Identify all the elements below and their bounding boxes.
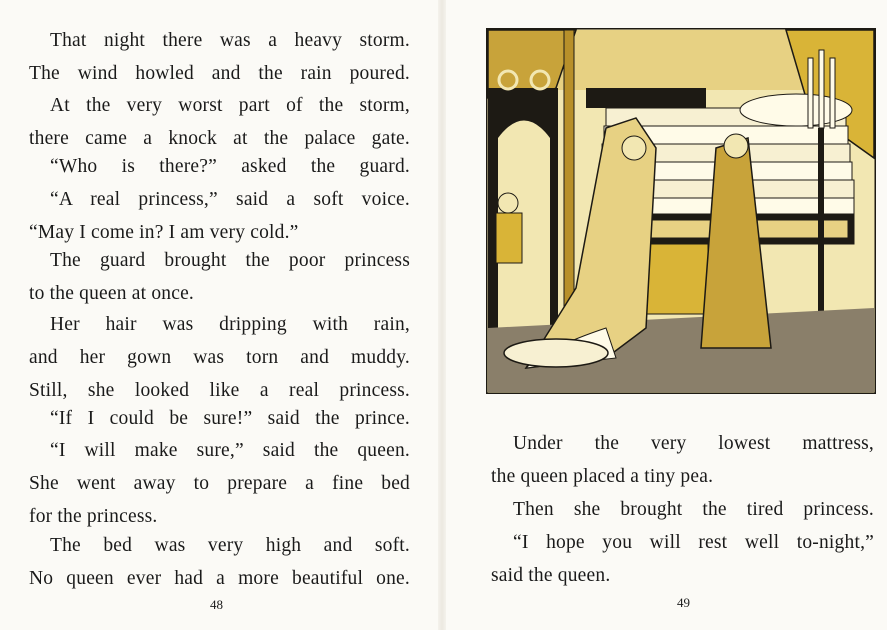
text-line: to the queen at once. bbox=[29, 283, 195, 304]
text-line: Under the very lowest mattress, bbox=[513, 433, 874, 454]
text-line: She went away to prepare a fine bed bbox=[29, 473, 410, 494]
paragraph bbox=[491, 493, 874, 526]
paragraph bbox=[29, 402, 410, 435]
text-line: Her hair was dripping with rain, bbox=[50, 314, 410, 335]
text-line: “If I could be sure!” said the prince. bbox=[50, 408, 410, 429]
paragraph bbox=[29, 244, 410, 310]
text-line: “A real princess,” said a soft voice. bbox=[50, 189, 410, 210]
text-line: the queen placed a tiny pea. bbox=[491, 466, 714, 487]
paragraph bbox=[29, 308, 410, 407]
paragraph bbox=[29, 529, 410, 595]
text-line: The bed was very high and soft. bbox=[50, 535, 410, 556]
text-line: Still, she looked like a real princess. bbox=[29, 380, 410, 401]
paragraph bbox=[29, 183, 410, 249]
text-line: No queen ever had a more beautiful one. bbox=[29, 568, 410, 589]
text-line: and her gown was torn and muddy. bbox=[29, 347, 410, 368]
paragraph bbox=[29, 150, 410, 183]
text-line: “I hope you will rest well to-night,” bbox=[513, 532, 874, 553]
paragraph bbox=[29, 89, 410, 155]
text-line: there came a knock at the palace gate. bbox=[29, 128, 410, 149]
text-line: “May I come in? I am very cold.” bbox=[29, 222, 299, 243]
queen-and-princess-illustration bbox=[486, 28, 876, 394]
text-line: “Who is there?” asked the guard. bbox=[50, 156, 410, 177]
left-page bbox=[0, 0, 440, 630]
text-line: for the princess. bbox=[29, 506, 158, 527]
paragraph bbox=[491, 427, 874, 493]
text-line: That night there was a heavy storm. bbox=[50, 30, 410, 51]
paragraph bbox=[491, 526, 874, 592]
text-line: said the queen. bbox=[491, 565, 611, 586]
page-number: 48 bbox=[210, 597, 223, 612]
page-number: 49 bbox=[677, 595, 690, 610]
text-line: The wind howled and the rain poured. bbox=[29, 63, 410, 84]
text-line: Then she brought the tired princess. bbox=[513, 499, 874, 520]
text-line: At the very worst part of the storm, bbox=[50, 95, 410, 116]
paragraph bbox=[29, 24, 410, 90]
text-line: The guard brought the poor princess bbox=[50, 250, 410, 271]
paragraph bbox=[29, 434, 410, 533]
text-line: “I will make sure,” said the queen. bbox=[50, 440, 410, 461]
